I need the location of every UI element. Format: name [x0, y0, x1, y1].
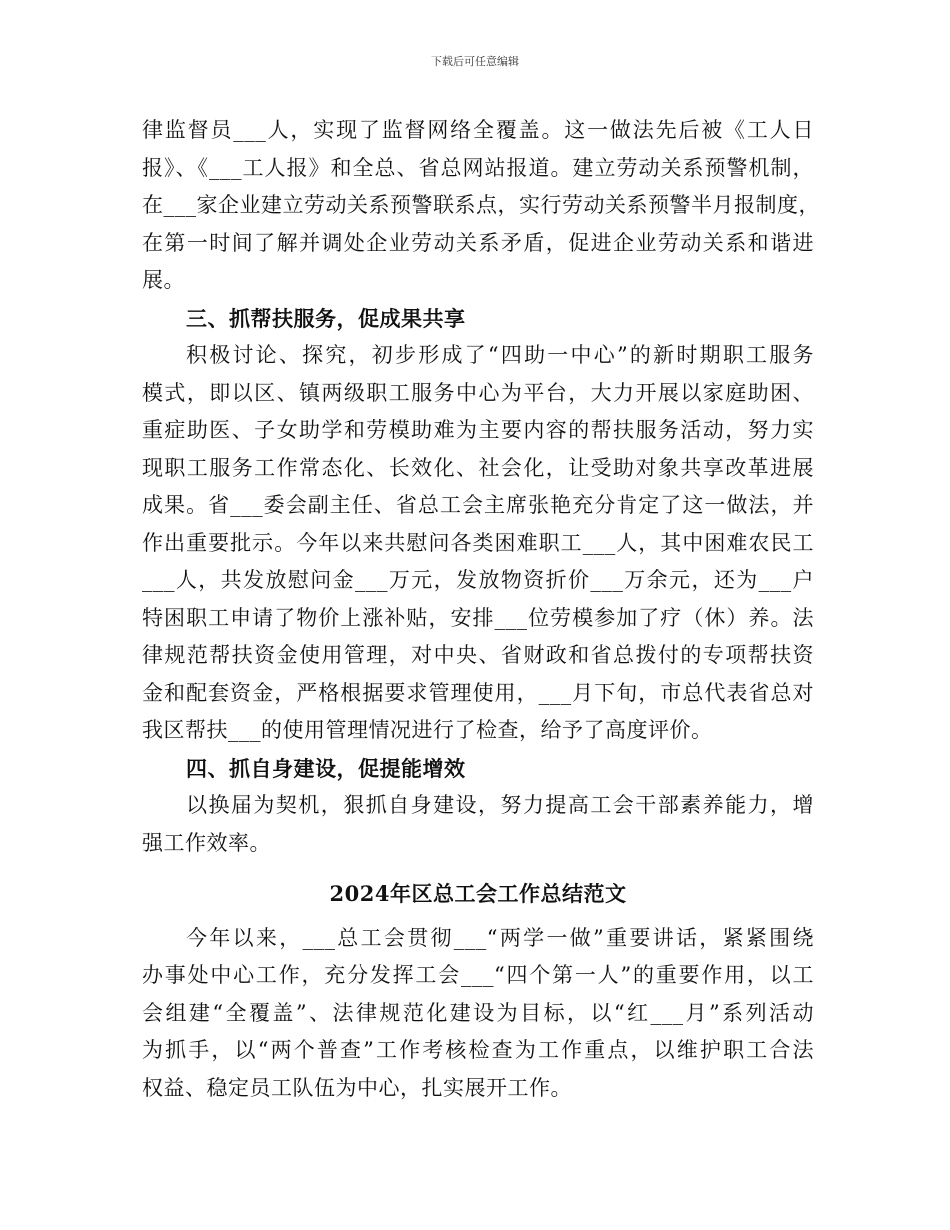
document-body [142, 112, 820, 1107]
text-line: 在第一时间了解并调处企业劳动关系矛盾，促进企业劳动关系和谐进 [142, 230, 814, 255]
text-line: 现职工服务工作常态化、长效化、社会化，让受助对象共享改革进展 [142, 455, 814, 480]
text-line: 金和配套资金，严格根据要求管理使用，___月下旬，市总代表省总对 [142, 680, 814, 705]
text-line: 积极讨论、探究，初步形成了“四助一中心”的新时期职工服务 [186, 343, 814, 367]
text-line: 在___家企业建立劳动关系预警联系点，实行劳动关系预警半月报制度， [142, 193, 820, 217]
text-line: 作出重要批示。今年以来共慰问各类困难职工___人，其中困难农民工 [142, 530, 814, 555]
section-heading: 三、抓帮扶服务，促成果共享 [186, 305, 466, 331]
page-header: 下载后可任意编辑 [431, 55, 519, 68]
text-line: 展。 [142, 268, 185, 292]
text-line: 律规范帮扶资金使用管理，对中央、省财政和省总拨付的专项帮扶资 [142, 643, 814, 667]
section-heading: 四、抓自身建设，促提能增效 [186, 755, 466, 781]
text-line: ___人，共发放慰问金___万元，发放物资折价___万余元，还为___户 [142, 568, 814, 592]
text-line: 权益、稳定员工队伍为中心，扎实展开工作。 [142, 1075, 572, 1100]
text-line: 我区帮扶___的使用管理情况进行了检查，给予了高度评价。 [142, 718, 713, 742]
text-line: 会组建“全覆盖”、法律规范化建设为目标，以“红___月”系列活动 [142, 1000, 814, 1025]
text-line: 为抓手，以“两个普查”工作考核检查为工作重点，以维护职工合法 [142, 1038, 814, 1062]
document-title: 2024年区总工会工作总结范文 [329, 881, 627, 906]
text-line: 强工作效率。 [142, 830, 271, 855]
text-line: 重症助医、子女助学和劳模助难为主要内容的帮扶服务活动，努力实 [142, 418, 814, 442]
text-line: 以换届为契机，狠抓自身建设，努力提高工会干部素养能力，增 [186, 793, 814, 817]
text-line: 今年以来，___总工会贯彻___“两学一做”重要讲话，紧紧围绕 [186, 925, 814, 950]
text-line: 律监督员___人，实现了监督网络全覆盖。这一做法先后被《工人日 [142, 118, 814, 142]
text-line: 成果。省___委会副主任、省总工会主席张艳充分肯定了这一做法，并 [142, 493, 814, 517]
text-line: 特困职工申请了物价上涨补贴，安排___位劳模参加了疗（休）养。法 [142, 605, 814, 630]
text-line: 报》、《___工人报》和全总、省总网站报道。建立劳动关系预警机制， [142, 155, 814, 180]
text-line: 办事处中心工作，充分发挥工会___“四个第一人”的重要作用，以工 [142, 963, 814, 987]
text-line: 模式，即以区、镇两级职工服务中心为平台，大力开展以家庭助困、 [142, 380, 814, 405]
